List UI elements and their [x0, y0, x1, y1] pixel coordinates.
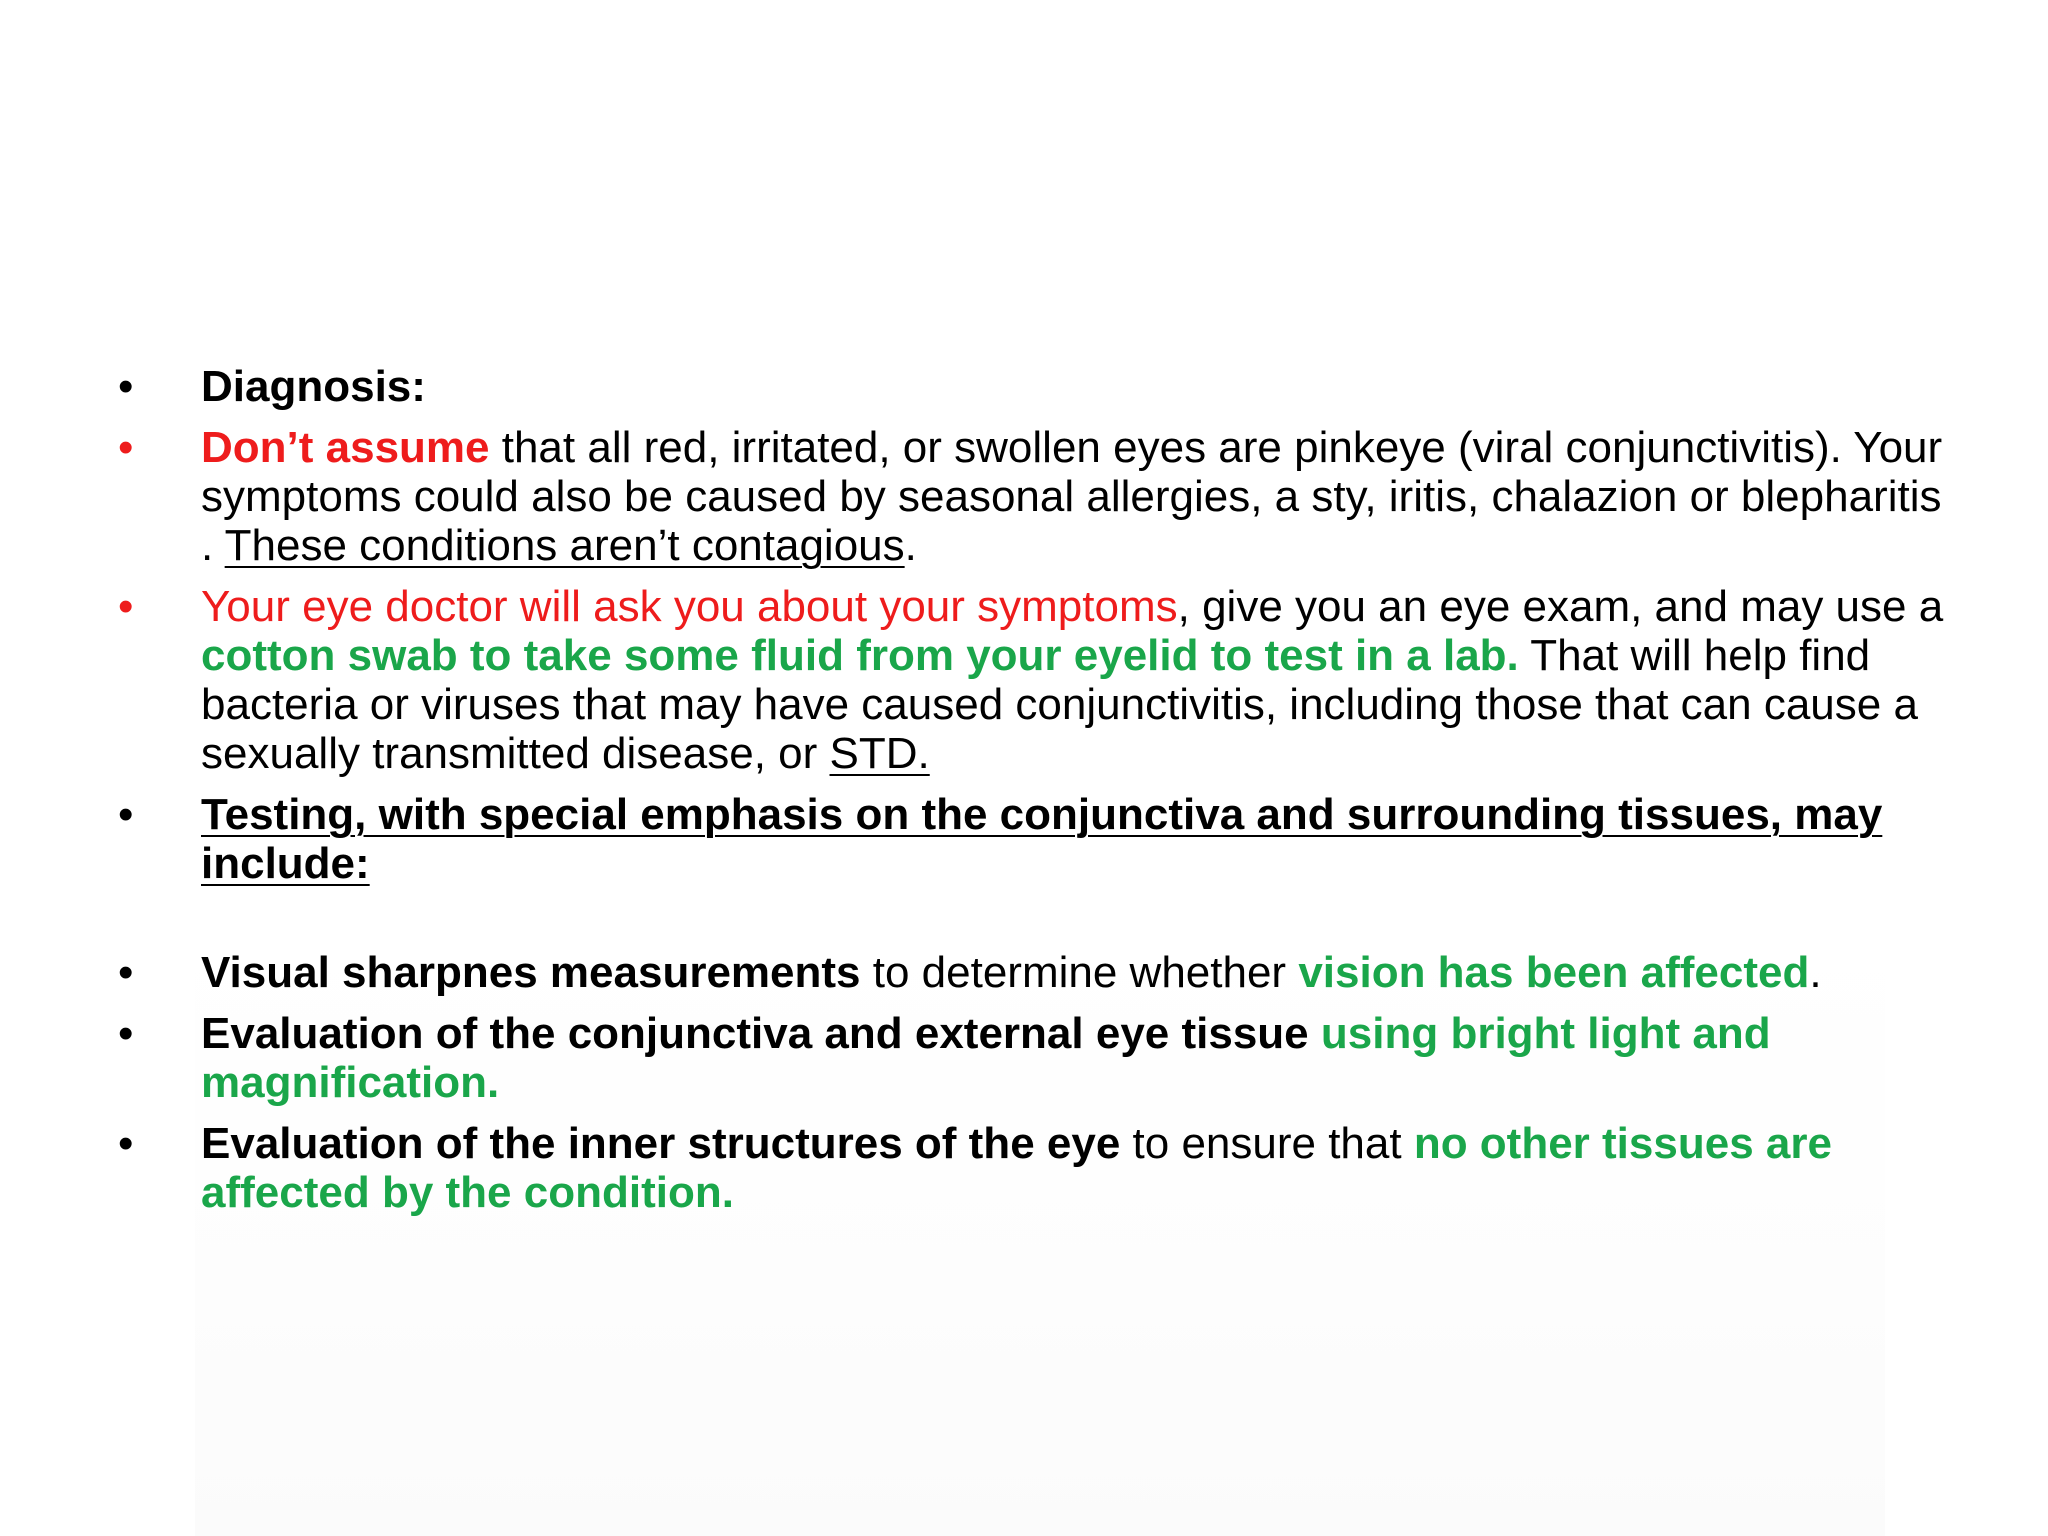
bullet-icon: • [118, 948, 134, 997]
testing-heading: Testing, with special emphasis on the conjunctiva and surrounding tissues, may include: [201, 790, 1883, 888]
period-text: . [904, 521, 917, 570]
ensure-text: to ensure that [1120, 1119, 1414, 1168]
bullet-icon: • [118, 1009, 134, 1058]
eye-exam-text: , give you an eye exam, and may use a [1177, 582, 1944, 631]
list-item-eye-doctor [118, 582, 1948, 778]
list-item-testing [118, 790, 1948, 888]
list-item-visual-sharpness [118, 948, 1948, 997]
eye-doctor-text: Your eye doctor will ask you about your symptoms [201, 582, 1178, 631]
visual-sharpness-text: to determine whether [860, 948, 1299, 997]
bright-light-text: using bright light and magnification. [201, 1009, 1771, 1107]
bullet-icon: • [118, 790, 134, 839]
not-contagious-text: These conditions aren’t contagious [224, 521, 905, 570]
std-text: STD. [829, 729, 930, 778]
period-text: . [1809, 948, 1822, 997]
no-other-tissues-text: no other tissues are affected by the condition. [201, 1119, 1832, 1217]
list-item-inner-evaluation [118, 1119, 1948, 1217]
list-item-external-evaluation [118, 1009, 1948, 1107]
cotton-swab-text: cotton swab to take some fluid from your eyelid to test in a lab. [201, 631, 1519, 680]
bullet-icon: • [118, 582, 134, 631]
vision-affected-text: vision has been affected [1298, 948, 1810, 997]
space-text [1309, 1009, 1321, 1058]
diagnosis-heading: Diagnosis: [201, 362, 426, 411]
inner-evaluation-label: Evaluation of the inner structures of the eye [201, 1119, 1121, 1168]
dont-assume-text: that all red, irritated, or swollen eyes are pinkeye (viral conjunctivitis). Your symptoms could also be caused by seasonal allergies, a sty, iritis, chalazion or blepharitis . [201, 423, 1943, 570]
visual-sharpness-label: Visual sharpnes measurements [201, 948, 861, 997]
bacteria-text: That will help find bacteria or viruses that may have caused conjunctivitis, including those that can cause a sexually transmitted disease, or [201, 631, 1918, 778]
list-item-diagnosis [118, 362, 1948, 411]
bullet-icon: • [118, 423, 134, 472]
list-item-dont-assume [118, 423, 1948, 570]
dont-assume-label: Don’t assume [201, 423, 490, 472]
bullet-list [118, 362, 1948, 1229]
spacer [118, 900, 1948, 948]
external-evaluation-label: Evaluation of the conjunctiva and external eye tissue [201, 1009, 1309, 1058]
bullet-icon: • [118, 362, 134, 411]
bullet-icon: • [118, 1119, 134, 1168]
